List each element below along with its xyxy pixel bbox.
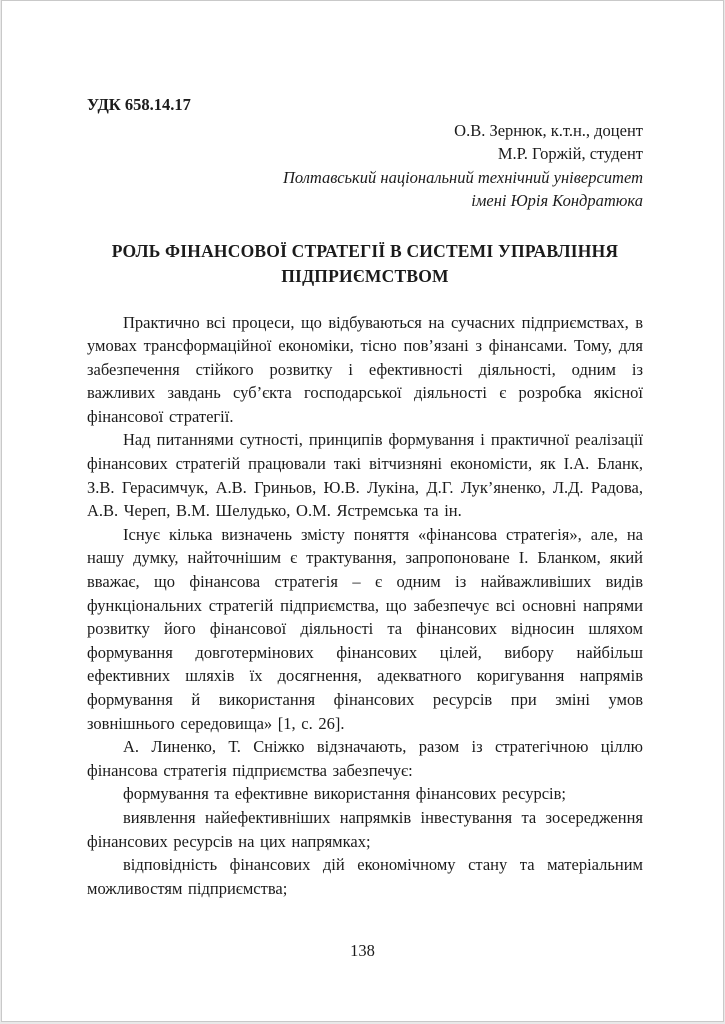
document-page bbox=[1, 0, 724, 1022]
paragraph-intro: Практично всі процеси, що відбуваються на сучасних підприємствах, в умовах трансформаційної економіки, тісно пов’язані з фінансами. Тому, для забезпечення стійкого розвитку і ефективності діяльності, одним із важливих завдань суб’єкта господарської діяльності є розробка якісної фінансової стратегії. bbox=[87, 312, 643, 426]
affiliation-line-1: Полтавський національний технічний університет bbox=[282, 167, 643, 187]
udc-code: УДК 658.14.17 bbox=[87, 95, 191, 114]
paragraph-definition: Існує кілька визначень змісту поняття «фінансова стратегія», але, на нашу думку, найточнішим є трактування, запропоноване І. Бланком, який вважає, що фінансова стратегія – є одним із найважливіших видів функціональних стратегій підприємства, що забезпечує всі основні напрями розвитку його фінансової діяльності та фінансових відносин шляхом формування довготермінових фінансових цілей, вибору найбільш ефективних шляхів їх досягнення, адекватного коригування напрямів формування й використання фінансових ресурсів при зміні умов зовнішнього середовища» [1, с. 26]. bbox=[87, 524, 643, 733]
paragraph-list-item-3: відповідність фінансових дій економічному стану та матеріальним можливостям підприємства; bbox=[87, 855, 643, 898]
paragraph-list-lead: А. Линенко, Т. Сніжко відзначають, разом із стратегічною ціллю фінансова стратегія підприємства забезпечує: bbox=[87, 737, 643, 780]
page-content bbox=[87, 93, 643, 900]
author-line-1: О.В. Зернюк, к.т.н., доцент bbox=[454, 120, 643, 140]
paragraph-list-item-1: формування та ефективне використання фінансових ресурсів; bbox=[123, 784, 566, 804]
article-body bbox=[87, 311, 643, 901]
article-title: РОЛЬ ФІНАНСОВОЇ СТРАТЕГІЇ В СИСТЕМІ УПРАВЛІННЯ ПІДПРИЄМСТВОМ bbox=[111, 240, 619, 286]
author-line-2: М.Р. Горжій, студент bbox=[497, 144, 643, 163]
paragraph-list-item-2: виявлення найефективніших напрямків інвестування та зосередження фінансових ресурсів на цих напрямках; bbox=[87, 807, 643, 851]
paragraph-literature-review: Над питаннями сутності, принципів формування і практичної реалізації фінансових стратегій працювали такі вітчизняні економісти, як І.А. Бланк, З.В. Герасимчук, А.В. Гриньов, Ю.В. Лукіна, Д.Г. Лук’яненко, Л.Д. Радова, А.В. Череп, В.М. Шелудько, О.М. Ястремська та ін. bbox=[87, 430, 643, 521]
page-number: 138 bbox=[350, 941, 375, 960]
affiliation-line-2: імені Юрія Кондратюка bbox=[471, 191, 643, 210]
author-block bbox=[87, 119, 643, 213]
